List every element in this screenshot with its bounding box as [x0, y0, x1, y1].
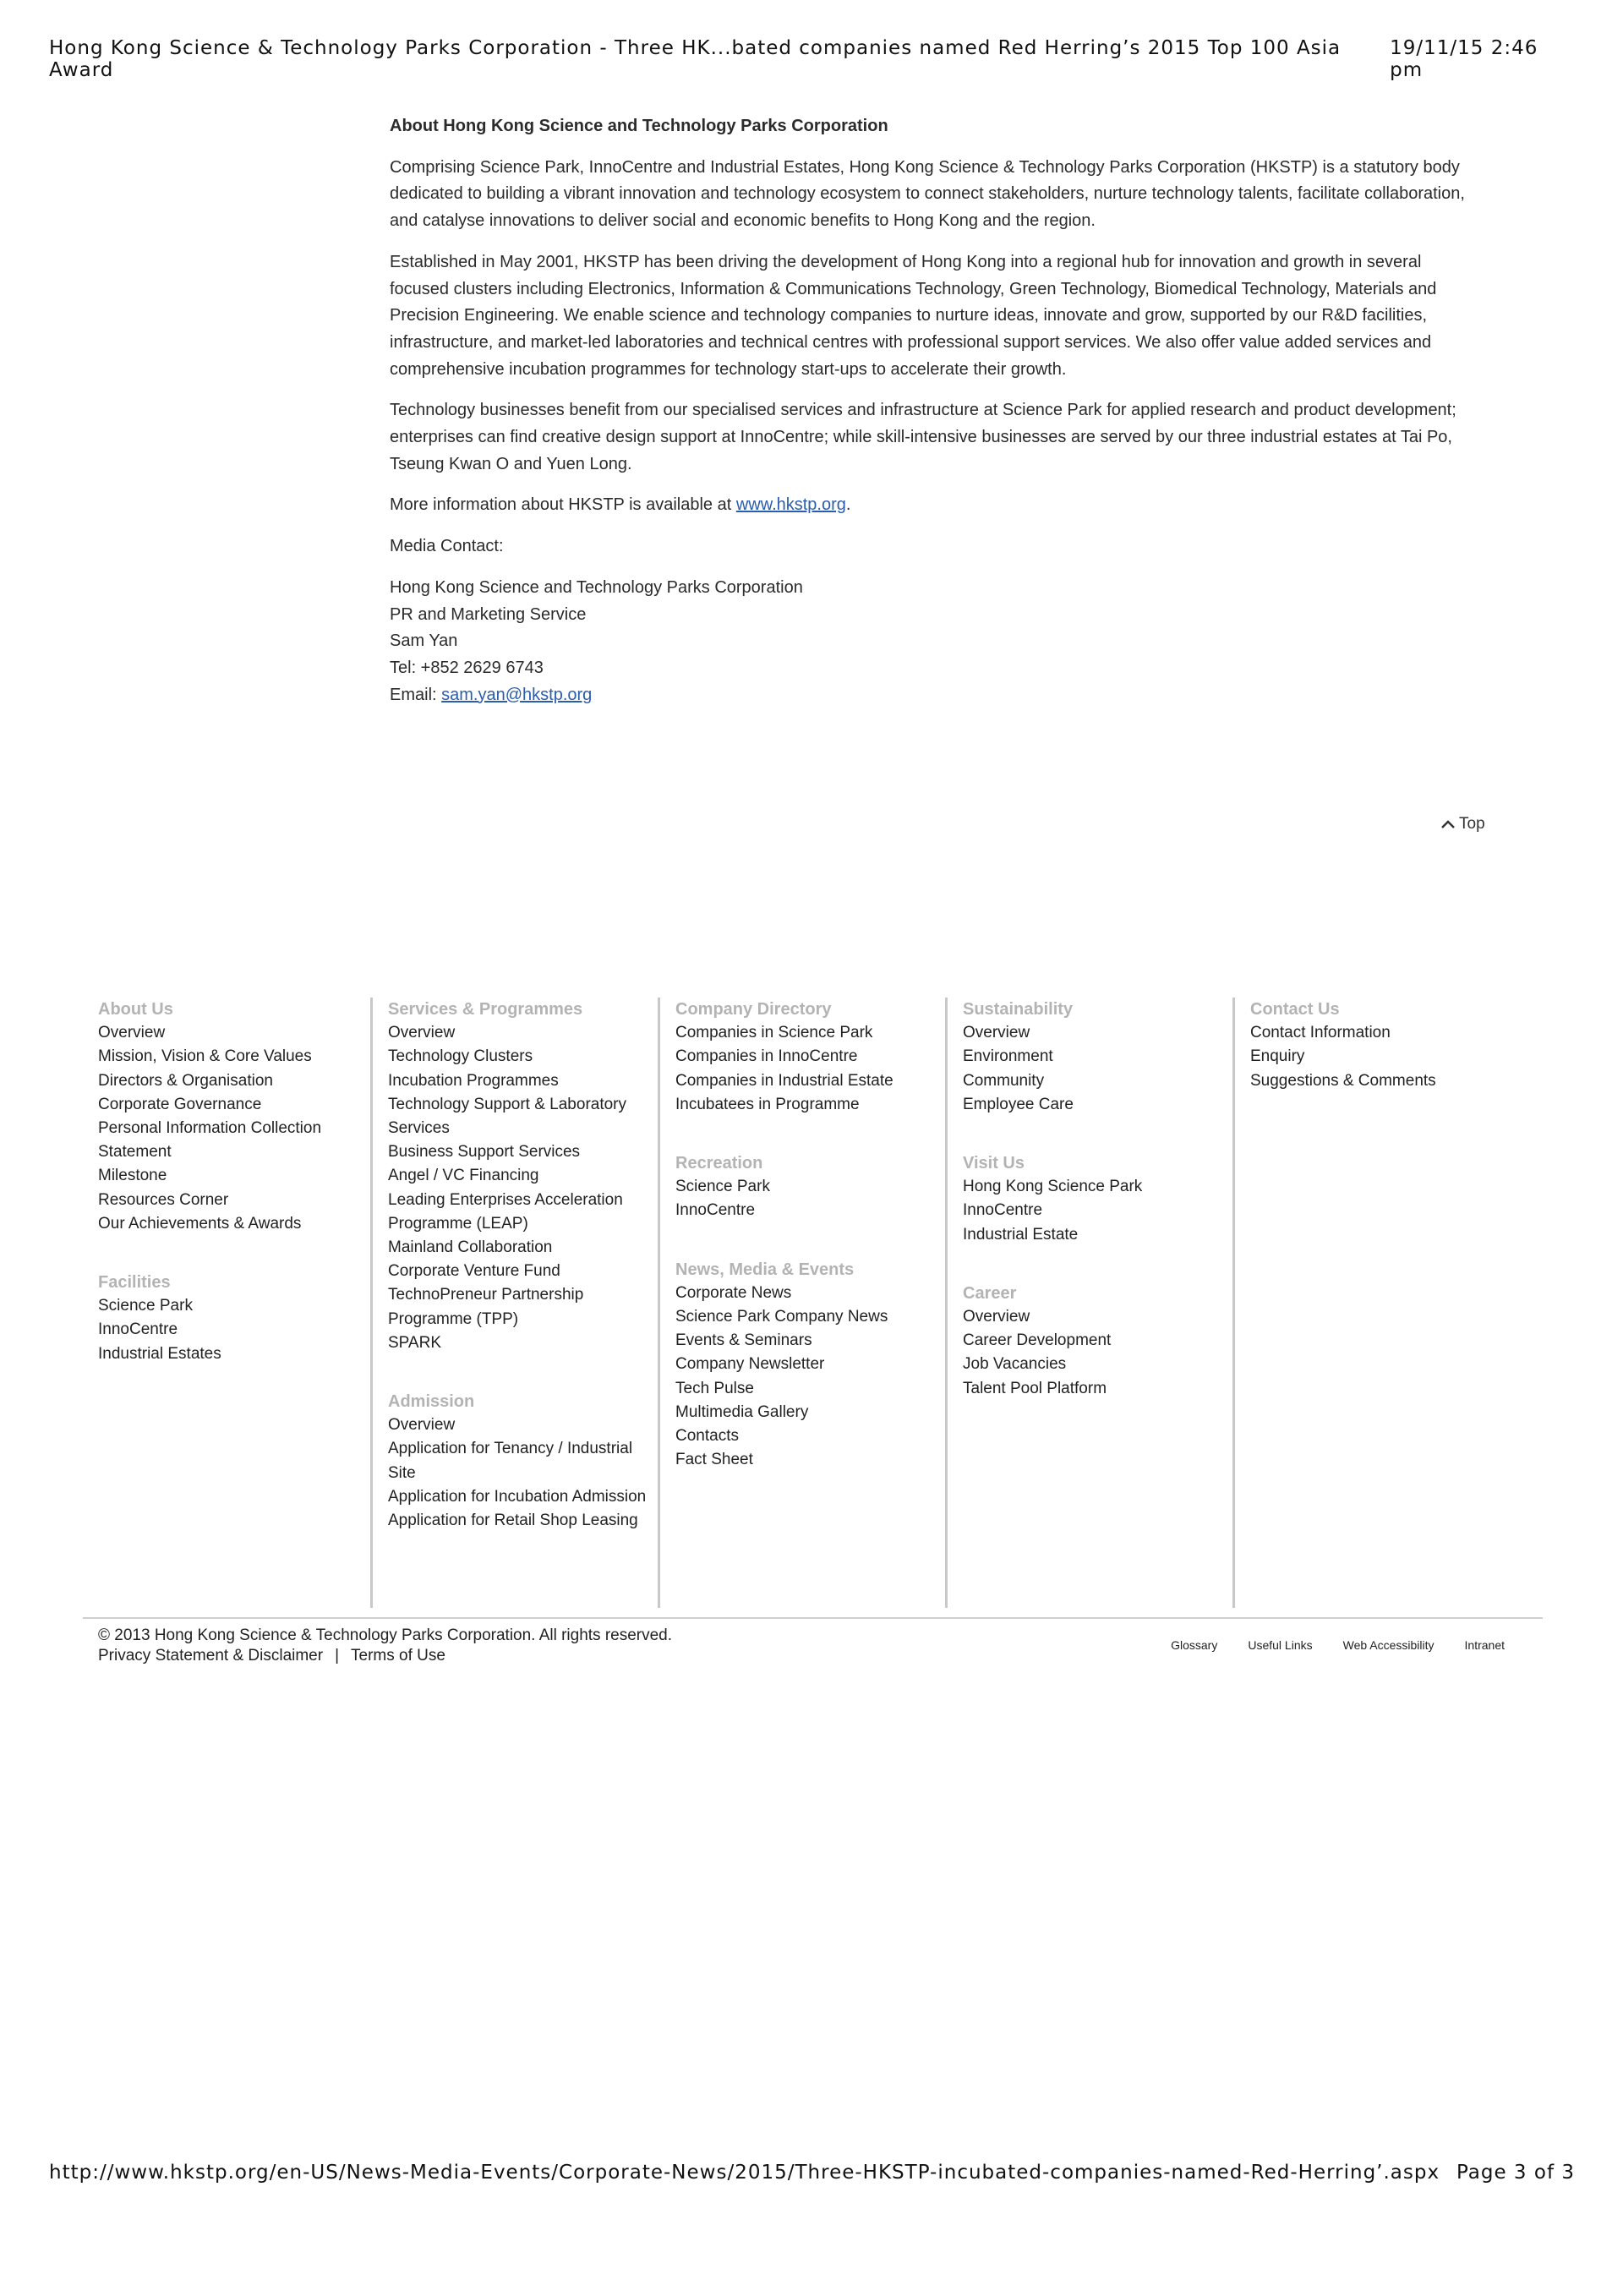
sitemap-link[interactable]: Job Vacancies — [963, 1355, 1067, 1374]
about-paragraph-1: Comprising Science Park, InnoCentre and Industrial Estates, Hong Kong Science & Technology Parks Corporation (HKSTP) is a statutory body dedicated to building a vibrant innovation and technology ecosystem to connect stakeholders, nurture technology talents, facilitate collaboration, and catalyse innovations to deliver social and economic benefits to Hong Kong and the region. — [390, 157, 1465, 231]
contact-email-link[interactable]: sam.yan@hkstp.org — [441, 685, 593, 704]
sitemap-column — [658, 998, 945, 1608]
contact-tel: Tel: +852 2629 6743 — [390, 658, 544, 677]
sitemap-link[interactable]: Application for Tenancy / Industrial Site — [388, 1440, 633, 1482]
web-accessibility-link[interactable]: Web Accessibility — [1342, 1638, 1434, 1652]
contact-name: Sam Yan — [390, 631, 458, 651]
print-header — [49, 37, 1575, 81]
more-info-line — [390, 492, 1472, 519]
sitemap-link[interactable]: Tech Pulse — [675, 1379, 754, 1397]
sitemap-column — [370, 998, 658, 1608]
about-paragraph-2: Established in May 2001, HKSTP has been driving the development of Hong Kong into a regional hub for innovation and growth in several focused clusters including Electronics, Information & Communications Technology, Green Technology, Biomedical Technology, Materials and Precision Engineering. We enable science and technology companies to nurture ideas, innovate and grow, supported by our R&D facilities, infrastructure, and market-led laboratories and technical centres with professional support services. We also offer value added services and comprehensive incubation programmes for technology start-ups to accelerate their growth. — [390, 252, 1437, 379]
terms-link[interactable]: Terms of Use — [351, 1647, 445, 1665]
sitemap-link[interactable]: Angel / VC Financing — [388, 1167, 539, 1185]
print-footer — [49, 2156, 1575, 2189]
sitemap-link[interactable]: TechnoPreneur Partnership Programme (TPP) — [388, 1286, 584, 1328]
about-heading: About Hong Kong Science and Technology Parks Corporation — [390, 117, 888, 135]
sitemap-link[interactable]: InnoCentre — [675, 1201, 756, 1220]
sitemap-link[interactable]: Our Achievements & Awards — [98, 1214, 302, 1233]
back-to-top-label: Top — [1459, 815, 1485, 833]
utility-links — [1171, 1638, 1505, 1652]
sitemap-link[interactable]: Overview — [98, 1024, 166, 1042]
sitemap-link[interactable]: Technology Clusters — [388, 1047, 533, 1066]
sitemap-heading[interactable]: News, Media & Events — [675, 1260, 855, 1279]
sitemap-link[interactable]: Contacts — [675, 1427, 739, 1446]
print-footer-page: Page 3 of 3 — [1456, 2162, 1575, 2184]
sitemap-link[interactable]: Technology Support & Laboratory Services — [388, 1095, 627, 1138]
media-contact-label: Media Contact: — [390, 537, 504, 556]
contact-email-label: Email: — [390, 685, 442, 704]
sitemap-group — [963, 1282, 1232, 1401]
sitemap-column — [1232, 998, 1520, 1608]
sitemap-link[interactable]: Events & Seminars — [675, 1331, 812, 1350]
sitemap-link[interactable]: InnoCentre — [963, 1201, 1043, 1220]
sitemap-link[interactable]: Mission, Vision & Core Values — [98, 1047, 312, 1066]
sitemap-link[interactable]: Fact Sheet — [675, 1451, 753, 1469]
sitemap-link[interactable]: Science Park — [675, 1178, 770, 1196]
about-paragraph-3: Technology businesses benefit from our specialised services and infrastructure at Science Park for applied research and product development; enterprises can find creative design support at InnoCentre; while skill-intensive businesses are served by our three industrial estates at Tai Po, Tseung Kwan O and Yuen Long. — [390, 401, 1456, 473]
sitemap-heading[interactable]: Facilities — [98, 1273, 171, 1293]
sitemap-link[interactable]: Overview — [963, 1024, 1030, 1042]
sitemap-link[interactable]: Science Park Company News — [675, 1308, 888, 1326]
sitemap-link[interactable]: Overview — [388, 1416, 456, 1435]
sitemap-link[interactable]: Overview — [388, 1024, 456, 1042]
sitemap-link[interactable]: Company Newsletter — [675, 1355, 825, 1374]
copyright-block — [98, 1626, 672, 1666]
sitemap-link[interactable]: SPARK — [388, 1333, 442, 1352]
more-info-prefix: More information about HKSTP is available at — [390, 495, 736, 515]
sitemap-link[interactable]: Talent Pool Platform — [963, 1379, 1107, 1397]
sitemap-link[interactable]: Corporate News — [675, 1283, 792, 1302]
sitemap-link[interactable]: Business Support Services — [388, 1143, 581, 1162]
sitemap-link[interactable]: Suggestions & Comments — [1250, 1071, 1436, 1090]
more-info-suffix: . — [845, 495, 851, 515]
sitemap-link[interactable]: Multimedia Gallery — [675, 1402, 809, 1421]
sitemap — [83, 998, 1543, 1608]
sitemap-heading[interactable]: Recreation — [675, 1154, 763, 1173]
sitemap-heading[interactable]: Services & Programmes — [388, 1000, 583, 1019]
sitemap-link[interactable]: InnoCentre — [98, 1320, 178, 1339]
sitemap-group — [388, 1390, 658, 1533]
sitemap-heading[interactable]: Sustainability — [963, 1000, 1074, 1019]
sitemap-heading[interactable]: Contact Us — [1250, 1000, 1340, 1019]
sitemap-link[interactable]: Application for Retail Shop Leasing — [388, 1512, 638, 1530]
sitemap-link[interactable]: Enquiry — [1250, 1047, 1305, 1066]
sitemap-link[interactable]: Resources Corner — [98, 1190, 229, 1209]
sitemap-group — [98, 1271, 370, 1366]
glossary-link[interactable]: Glossary — [1171, 1638, 1218, 1652]
sitemap-heading[interactable]: Visit Us — [963, 1154, 1025, 1173]
sitemap-link[interactable]: Environment — [963, 1047, 1053, 1066]
sitemap-link[interactable]: Mainland Collaboration — [388, 1238, 553, 1257]
privacy-link[interactable]: Privacy Statement & Disclaimer — [98, 1647, 324, 1665]
sitemap-link[interactable]: Companies in InnoCentre — [675, 1047, 858, 1066]
sitemap-column — [83, 998, 370, 1608]
sitemap-link[interactable]: Corporate Venture Fund — [388, 1262, 560, 1281]
intranet-link[interactable]: Intranet — [1464, 1638, 1505, 1652]
sitemap-link[interactable]: Industrial Estates — [98, 1344, 221, 1363]
sitemap-link[interactable]: Incubatees in Programme — [675, 1095, 860, 1113]
sitemap-link[interactable]: Contact Information — [1250, 1024, 1391, 1042]
copyright-text: © 2013 Hong Kong Science & Technology Parks Corporation. All rights reserved. — [98, 1626, 673, 1644]
sitemap-link[interactable]: Directors & Organisation — [98, 1071, 273, 1090]
sitemap-group — [675, 998, 945, 1117]
contact-dept: PR and Marketing Service — [390, 604, 587, 624]
sitemap-link[interactable]: Companies in Science Park — [675, 1024, 873, 1042]
sitemap-link[interactable]: Application for Incubation Admission — [388, 1487, 647, 1506]
sitemap-group — [963, 998, 1232, 1117]
print-header-title: Hong Kong Science & Technology Parks Corporation - Three HK...bated companies named Red Herring’s 2015 Top 100 Asia Award — [49, 37, 1342, 81]
contact-block — [390, 575, 1472, 709]
contact-email-line — [390, 682, 1472, 709]
legal-links — [98, 1646, 672, 1666]
sitemap-group — [1250, 998, 1520, 1093]
sitemap-link[interactable]: Hong Kong Science Park — [963, 1178, 1143, 1196]
sitemap-link[interactable]: Incubation Programmes — [388, 1071, 559, 1090]
sitemap-link[interactable]: Leading Enterprises Acceleration Programme (LEAP) — [388, 1190, 623, 1233]
print-footer-url: http://www.hkstp.org/en-US/News-Media-Events/Corporate-News/2015/Three-HKSTP-incubated-companies-named-Red-Herring’.aspx — [49, 2162, 1440, 2184]
useful-links-link[interactable]: Useful Links — [1248, 1638, 1313, 1652]
sitemap-heading[interactable]: Admission — [388, 1392, 475, 1412]
sitemap-link[interactable]: Milestone — [98, 1167, 167, 1185]
print-header-datetime: 19/11/15 2:46 pm — [1390, 37, 1538, 81]
article-body — [390, 113, 1472, 708]
sitemap-heading[interactable]: Career — [963, 1283, 1017, 1303]
sitemap-link[interactable]: Science Park — [98, 1297, 193, 1315]
footer-divider — [83, 1617, 1543, 1619]
sitemap-link[interactable]: Overview — [963, 1308, 1030, 1326]
legal-separator: | — [335, 1647, 340, 1665]
sitemap-link[interactable]: Personal Information Collection Statement — [98, 1119, 322, 1162]
sitemap-group — [388, 998, 658, 1355]
chevron-up-icon — [1440, 819, 1456, 829]
hkstp-website-link[interactable]: www.hkstp.org — [735, 495, 846, 515]
sitemap-link[interactable]: Companies in Industrial Estate — [675, 1071, 893, 1090]
sitemap-link[interactable]: Corporate Governance — [98, 1095, 262, 1113]
sitemap-heading[interactable]: About Us — [98, 1000, 173, 1019]
sitemap-link[interactable]: Career Development — [963, 1331, 1112, 1350]
sitemap-link[interactable]: Employee Care — [963, 1095, 1074, 1113]
sitemap-group — [675, 1151, 945, 1223]
sitemap-link[interactable]: Community — [963, 1071, 1045, 1090]
sitemap-heading[interactable]: Company Directory — [675, 1000, 832, 1019]
contact-org: Hong Kong Science and Technology Parks Corporation — [390, 577, 803, 597]
back-to-top-link[interactable] — [1440, 815, 1485, 834]
sitemap-group — [675, 1258, 945, 1473]
sitemap-group — [963, 1151, 1232, 1247]
sitemap-link[interactable]: Industrial Estate — [963, 1225, 1079, 1244]
sitemap-group — [98, 998, 370, 1236]
sitemap-column — [945, 998, 1232, 1608]
